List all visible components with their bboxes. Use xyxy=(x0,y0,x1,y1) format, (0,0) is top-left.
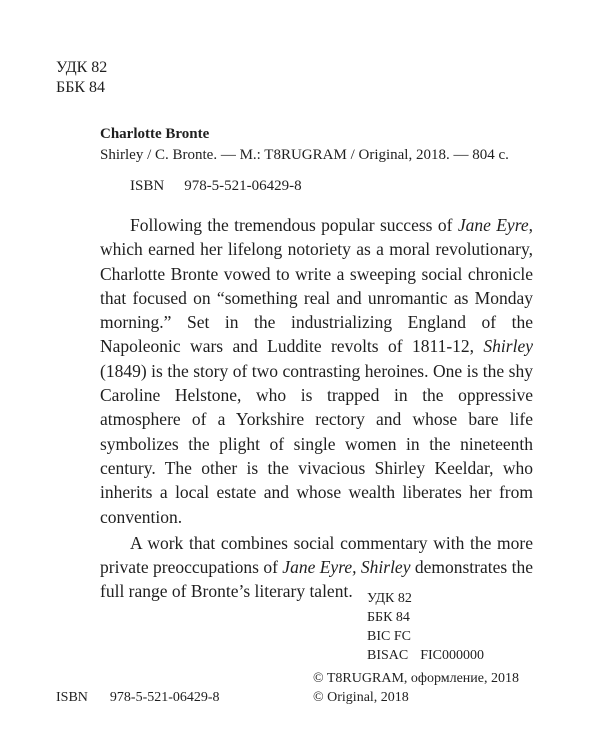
annotation xyxy=(100,213,533,604)
annotation-p2-text-1: A work that combines social commentary with the more private preoccupations of xyxy=(100,532,533,578)
bbk-code: ББК 84 xyxy=(56,79,106,96)
annotation-p1-title-jane-eyre: Jane Eyre xyxy=(457,215,529,235)
annotation-p2-titles: Jane Eyre, Shirley xyxy=(282,557,411,578)
bic-code: BIC FC xyxy=(367,629,411,644)
isbn-line-bottom xyxy=(56,688,220,707)
bibliographic-description: Shirley / C. Bronte. — M.: T8RUGRAM / Original, 2018. — 804 с. xyxy=(100,147,509,163)
isbn-label-bottom: ISBN xyxy=(56,690,88,705)
isbn-label: ISBN xyxy=(130,178,165,194)
bisac-label: BISAC xyxy=(367,648,409,663)
bisac-code: FIC000000 xyxy=(420,648,485,663)
annotation-p1-text-2: , which earned her lifelong notoriety as a moral revolutionary, Charlotte Bronte vowed to write a sweeping social chronicle that focused on “something real and unromantic as Monday morning.” Set in the industrializing England of the Napoleonic wars and Luddite revolts of 1811-12, xyxy=(100,215,533,357)
author-name: Charlotte Bronte xyxy=(100,126,210,142)
isbn-line-top xyxy=(130,176,302,196)
bbk-code-bottom: ББК 84 xyxy=(367,610,410,625)
annotation-p1-text-3: (1849) is the story of two contrasting heroines. One is the shy Caroline Helstone, who is trapped in the oppressive atmosphere of a Yorkshire rectory and whose bare life symbolizes the plight of single women in the nineteenth century. The other is the vivacious Shirley Keeldar, who inherits a local estate and whose wealth liberates her from convention. xyxy=(100,360,533,527)
classification-codes-bottom xyxy=(367,589,484,665)
classification-codes-top xyxy=(56,58,107,98)
annotation-p2-text-2: demonstrates the full range of Bronte’s literary talent. xyxy=(100,557,533,602)
bisac-line xyxy=(367,646,484,665)
udk-code: УДК 82 xyxy=(56,59,108,76)
annotation-p1-title-shirley: Shirley xyxy=(483,336,533,357)
isbn-number: 978-5-521-06429-8 xyxy=(184,178,302,194)
annotation-p1-text-1: Following the tremendous popular success of xyxy=(130,215,458,235)
copyright-original: © Original, 2018 xyxy=(313,690,409,705)
copyright-publisher: © T8RUGRAM, оформление, 2018 xyxy=(313,671,520,686)
udk-code-bottom: УДК 82 xyxy=(367,591,412,606)
annotation-paragraph-1 xyxy=(100,213,533,529)
isbn-number-bottom: 978-5-521-06429-8 xyxy=(109,690,220,705)
copyright-block xyxy=(313,669,519,707)
